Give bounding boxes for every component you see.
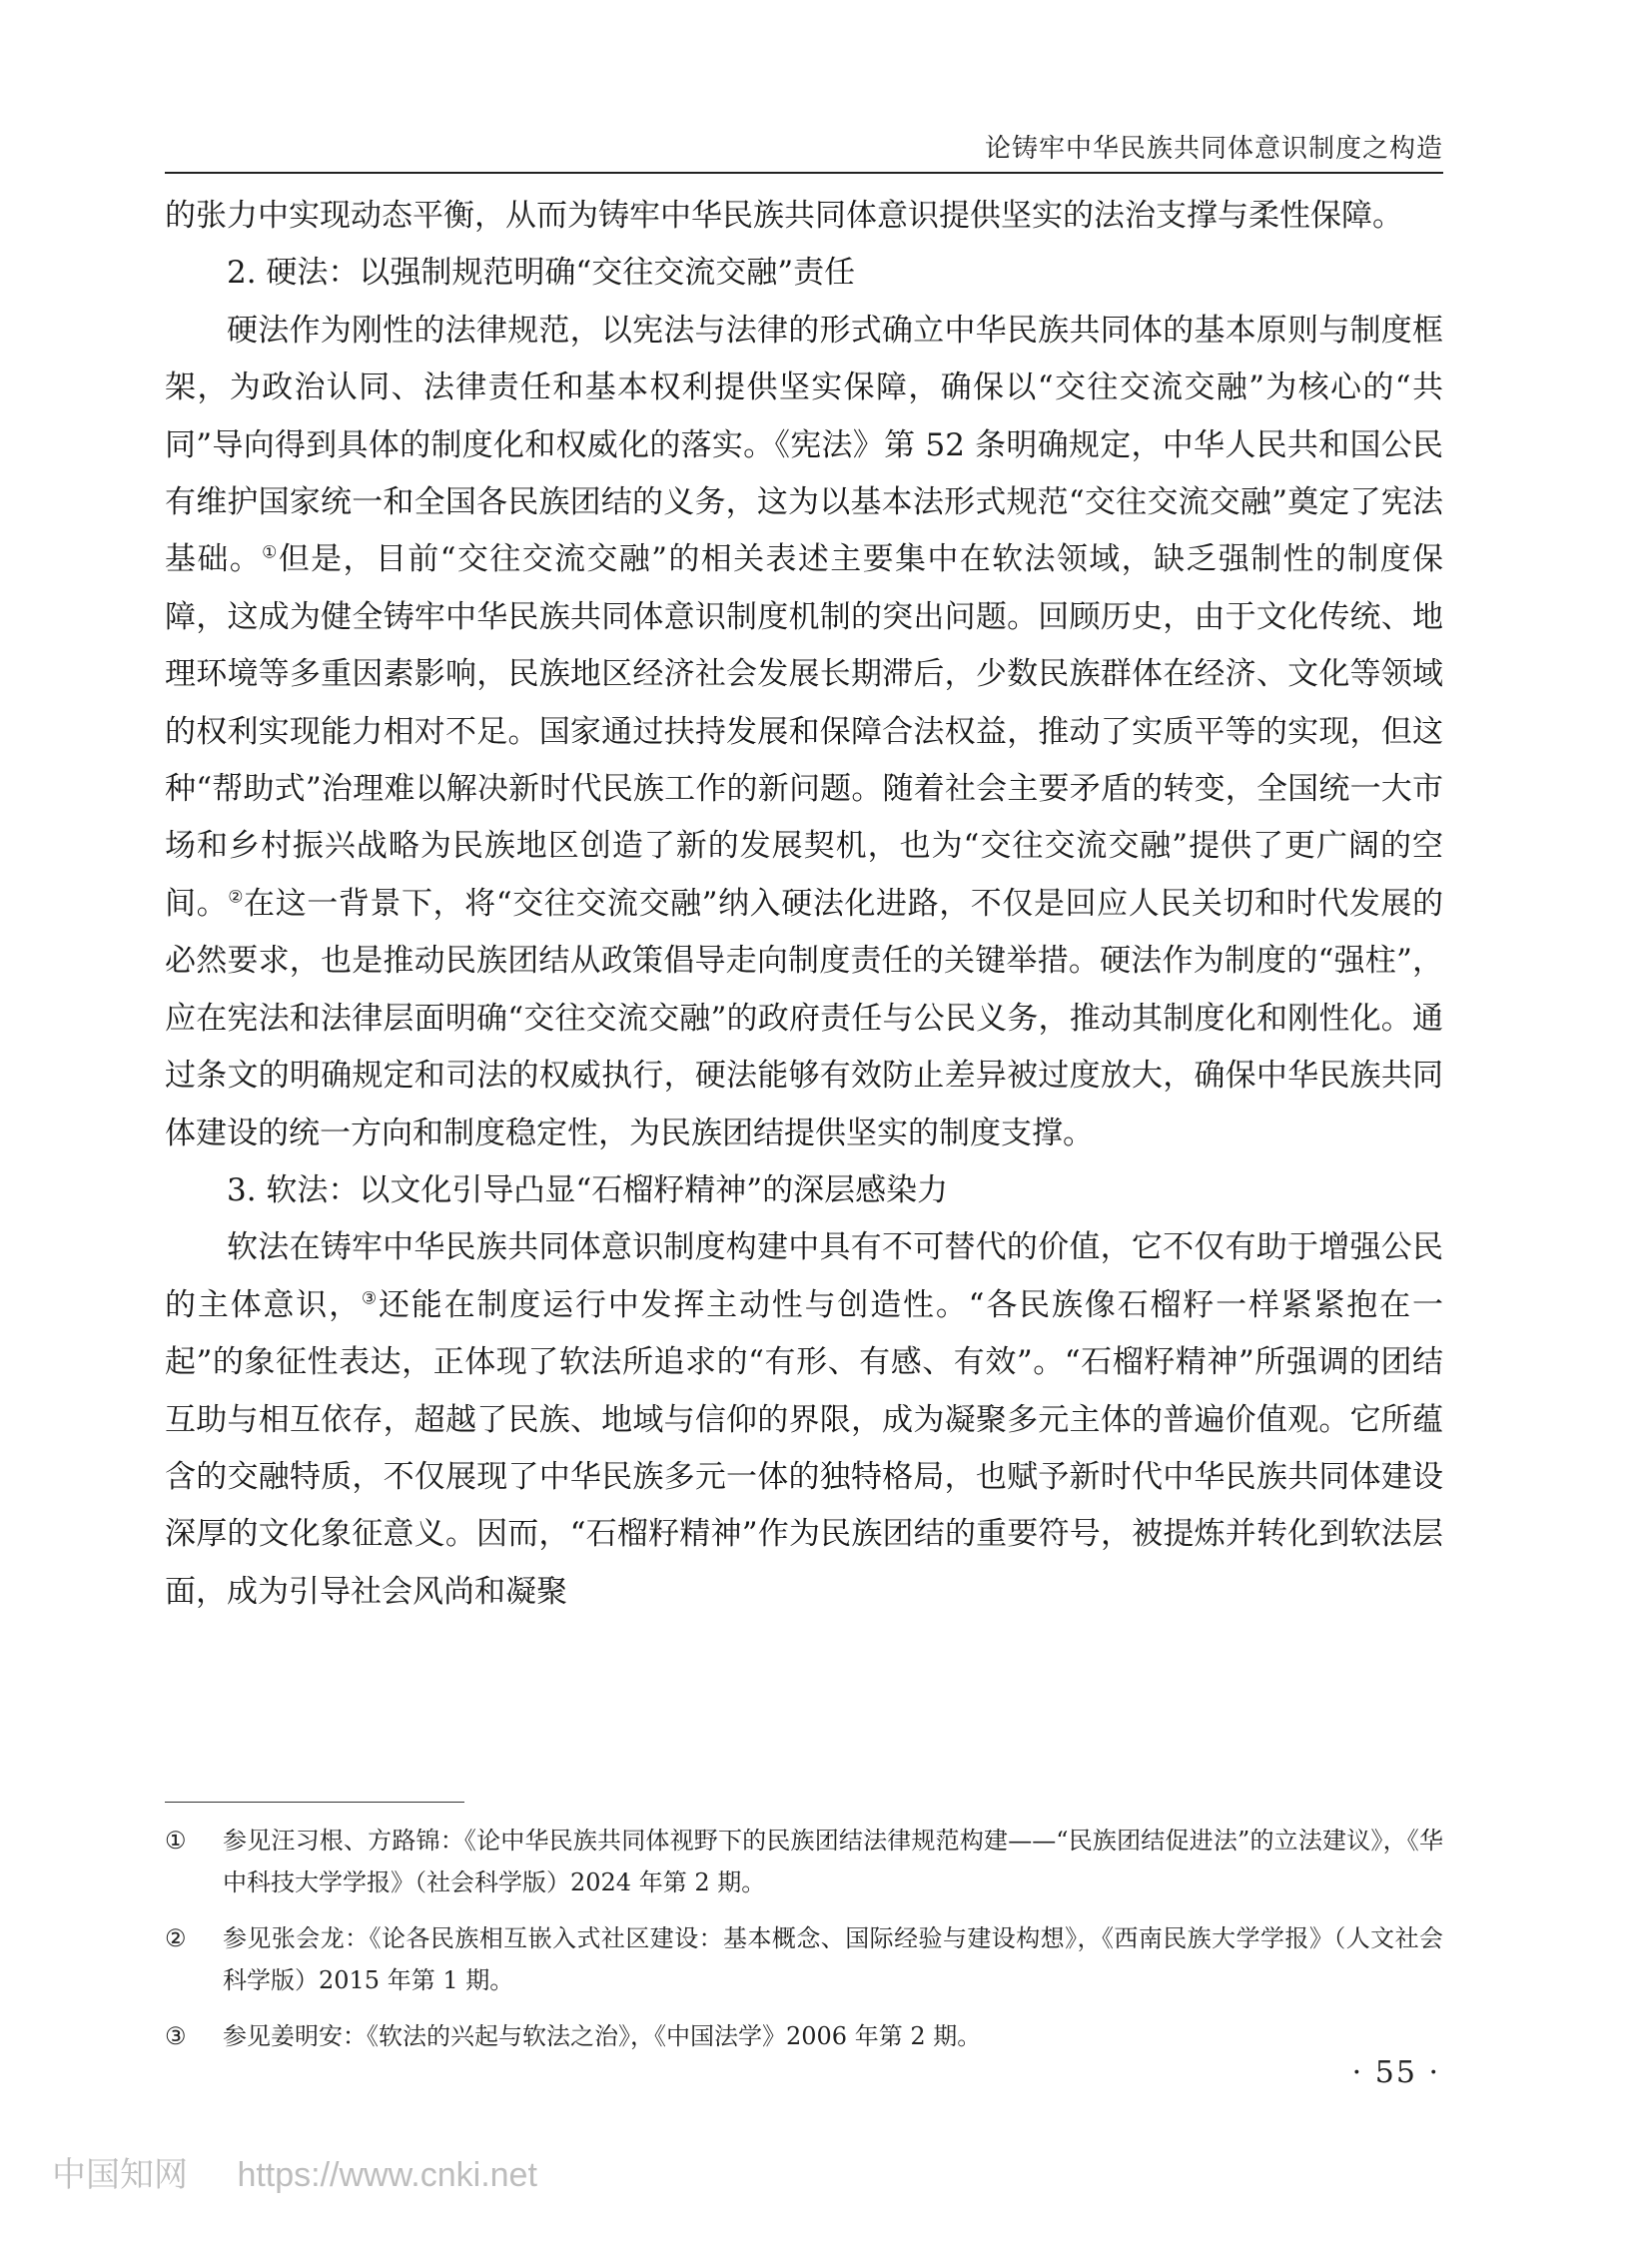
body-text: [165, 188, 1443, 1621]
cnki-watermark: [52, 2147, 537, 2196]
footnote-text: 参见姜明安：《软法的兴起与软法之治》，《中国法学》2006 年第 2 期。: [223, 2022, 982, 2050]
footnote-text: 参见张会龙：《论各民族相互嵌入式社区建设：基本概念、国际经验与建设构想》，《西南民族大学学报》（人文社会科学版）2015 年第 1 期。: [223, 1924, 1443, 1994]
paragraph-hard-law: [165, 303, 1443, 1162]
footnote-1: [165, 1820, 1443, 1903]
footnote-2: [165, 1917, 1443, 2001]
watermark-url: https://www.cnki.net: [237, 2156, 537, 2194]
header-rule: [165, 172, 1443, 174]
footnote-ref-2[interactable]: ②: [228, 887, 245, 908]
paragraph-text: 硬法作为刚性的法律规范，以宪法与法律的形式确立中华民族共同体的基本原则与制度框架，为政治认同、法律责任和基本权利提供坚实保障，确保以“交往交流交融”为核心的“共同”导向得到具体的制度化和权威化的落实。《宪法》第 52 条明确规定，中华人民共和国公民有维护国家统一和全国各民族团结的义务，这为以基本法形式规范“交往交流交融”奠定了宪法基础。: [165, 312, 1443, 578]
paragraph-text: 在这一背景下，将“交往交流交融”纳入硬法化进路，不仅是回应人民关切和时代发展的必然要求，也是推动民族团结从政策倡导走向制度责任的关键举措。硬法作为制度的“强柱”，应在宪法和法律层面明确“交往交流交融”的政府责任与公民义务，推动其制度化和刚性化。通过条文的明确规定和司法的权威执行，硬法能够有效防止差异被过度放大，确保中华民族共同体建设的统一方向和制度稳定性，为民族团结提供坚实的制度支撑。: [165, 885, 1443, 1151]
footnote-mark: ③: [165, 2022, 187, 2050]
footnote-text: 参见汪习根、方路锦：《论中华民族共同体视野下的民族团结法律规范构建——“民族团结促进法”的立法建议》，《华中科技大学学报》（社会科学版）2024 年第 2 期。: [223, 1827, 1443, 1896]
footnotes: [165, 1820, 1443, 2071]
watermark-logo: 中国知网: [52, 2156, 188, 2194]
footnote-ref-3[interactable]: ③: [361, 1288, 379, 1309]
section-heading-soft-law: 3. 软法：以文化引导凸显“石榴籽精神”的深层感染力: [227, 1171, 949, 1208]
footnote-3: [165, 2015, 1443, 2057]
paragraph-continuation: 的张力中实现动态平衡，从而为铸牢中华民族共同体意识提供坚实的法治支撑与柔性保障。: [165, 198, 1403, 234]
running-head-title: 论铸牢中华民族共同体意识制度之构造: [984, 134, 1443, 164]
footnote-rule: [165, 1802, 464, 1803]
paragraph-text: 但是，目前“交往交流交融”的相关表述主要集中在软法领域，缺乏强制性的制度保障，这成为健全铸牢中华民族共同体意识制度机制的突出问题。回顾历史，由于文化传统、地理环境等多重因素影响，民族地区经济社会发展长期滞后，少数民族群体在经济、文化等领域的权利实现能力相对不足。国家通过扶持发展和保障合法权益，推动了实质平等的实现，但这种“帮助式”治理难以解决新时代民族工作的新问题。随着社会主要矛盾的转变，全国统一大市场和乡村振兴战略为民族地区创造了新的发展契机，也为“交往交流交融”提供了更广阔的空间。: [165, 541, 1444, 922]
paragraph-text: 软法在铸牢中华民族共同体意识制度构建中具有不可替代的价值，它不仅有助于增强公民的主体意识，: [165, 1229, 1443, 1323]
footnote-ref-1[interactable]: ①: [262, 543, 279, 564]
page-number: · 55 ·: [1351, 2055, 1440, 2090]
paragraph-soft-law: [165, 1219, 1443, 1621]
footnote-mark: ②: [165, 1924, 187, 1952]
section-heading-hard-law: 2. 硬法：以强制规范明确“交往交流交融”责任: [227, 255, 856, 292]
footnote-mark: ①: [165, 1827, 187, 1855]
paragraph-text: 还能在制度运行中发挥主动性与创造性。“各民族像石榴籽一样紧紧抱在一起”的象征性表达，正体现了软法所追求的“有形、有感、有效”。“石榴籽精神”所强调的团结互助与相互依存，超越了民族、地域与信仰的界限，成为凝聚多元主体的普遍价值观。它所蕴含的交融特质，不仅展现了中华民族多元一体的独特格局，也赋予新时代中华民族共同体建设深厚的文化象征意义。因而，“石榴籽精神”作为民族团结的重要符号，被提炼并转化到软法层面，成为引导社会风尚和凝聚: [165, 1286, 1443, 1610]
